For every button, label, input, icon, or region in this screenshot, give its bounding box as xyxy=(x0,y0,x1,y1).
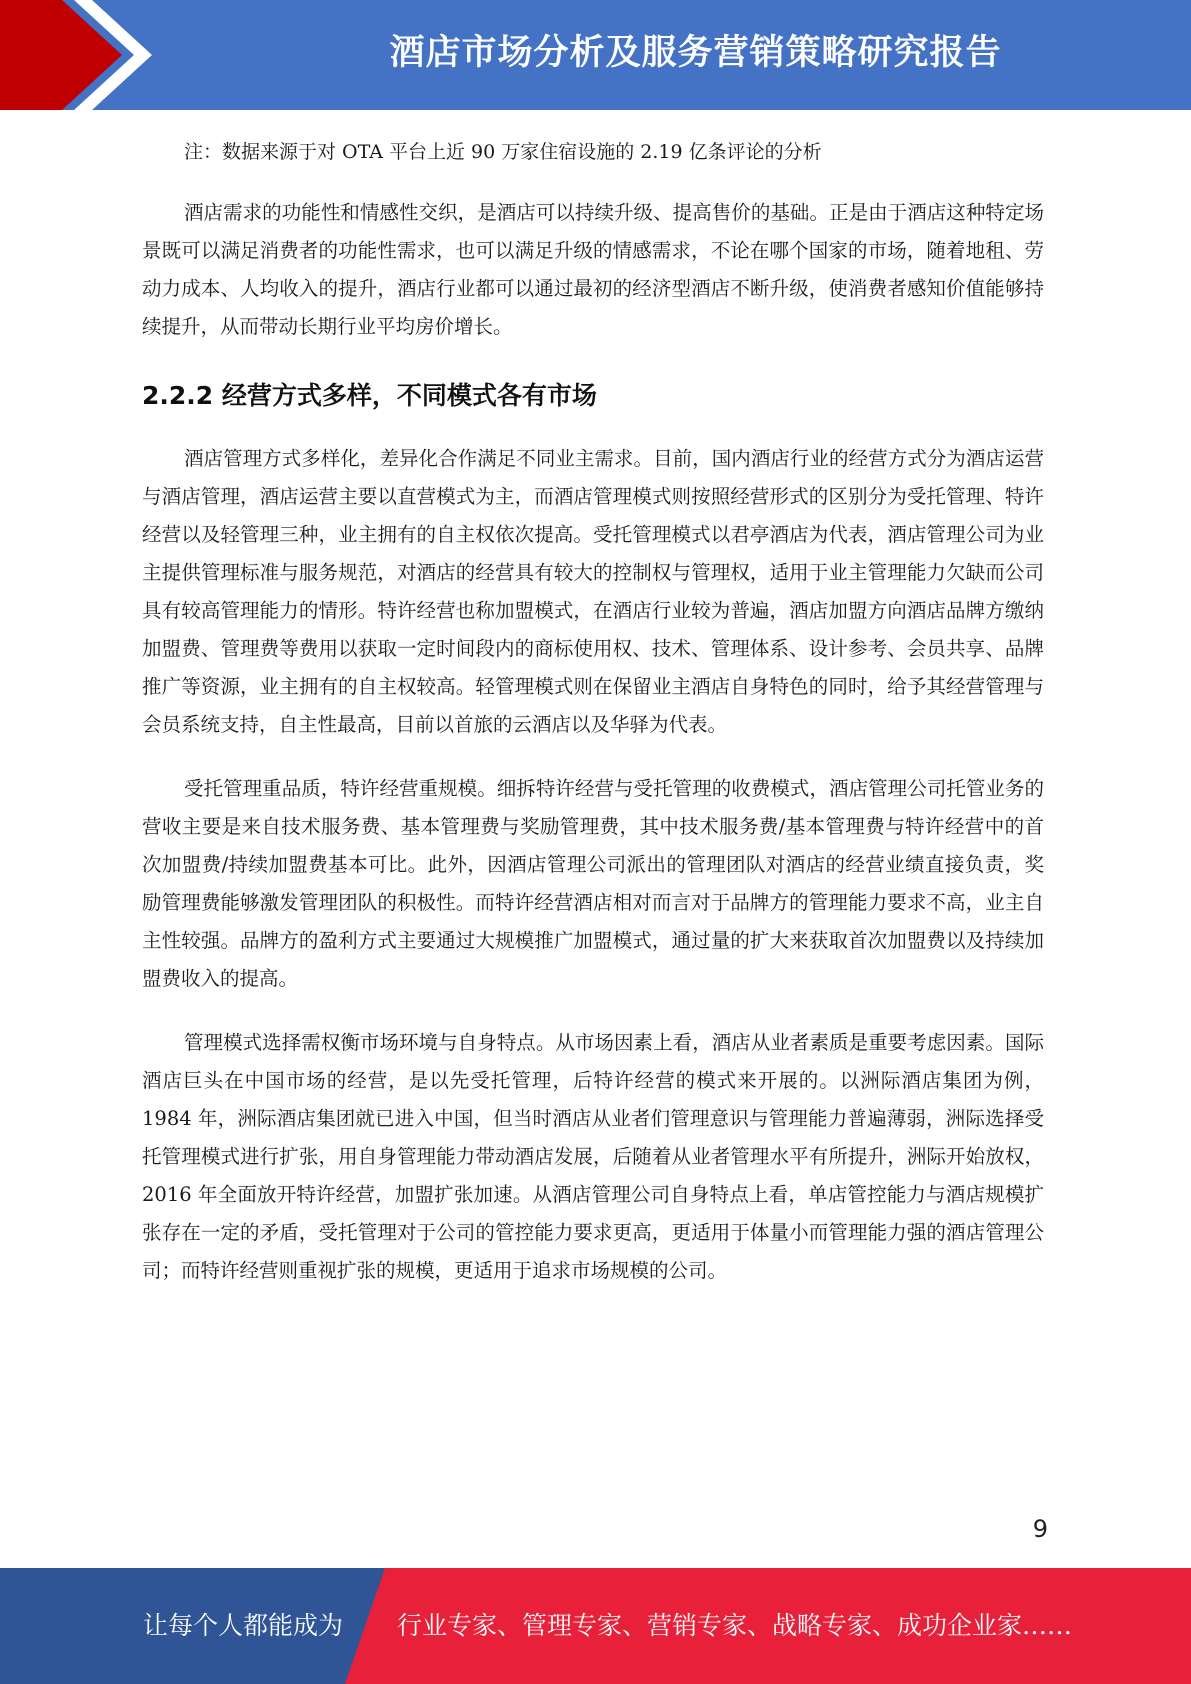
body-paragraph: 管理模式选择需权衡市场环境与自身特点。从市场因素上看，酒店从业者素质是重要考虑因素。国际酒店巨头在中国市场的经营，是以先受托管理，后特许经营的模式来开展的。以洲际酒店集团为例，1984 年，洲际酒店集团就已进入中国，但当时酒店从业者们管理意识与管理能力普遍薄弱，洲际选择受托管理模式进行扩张，用自身管理能力带动酒店发展，后随着从业者管理水平有所提升，洲际开始放权，2016 年全面放开特许经营，加盟扩张加速。从酒店管理公司自身特点上看，单店管控能力与酒店规模扩张存在一定的矛盾，受托管理对于公司的管控能力要求更高，更适用于体量小而管理能力强的酒店管理公司；而特许经营则重视扩张的规模，更适用于追求市场规模的公司。 xyxy=(142,1031,1044,1282)
intro-paragraph: 酒店需求的功能性和情感性交织，是酒店可以持续升级、提高售价的基础。正是由于酒店这种特定场景既可以满足消费者的功能性需求，也可以满足升级的情感需求，不论在哪个国家的市场，随着地租、劳动力成本、人均收入的提升，酒店行业都可以通过最初的经济型酒店不断升级，使消费者感知价值能够持续提升，从而带动长期行业平均房价增长。 xyxy=(142,201,1044,338)
page-header xyxy=(0,0,1191,110)
footer-slogan-left: 让每个人都能成为 xyxy=(143,1611,344,1640)
page-content xyxy=(142,130,1044,1290)
footer-slogan-right: 行业专家、管理专家、营销专家、战略专家、成功企业家…… xyxy=(397,1611,1073,1640)
header-arrow-decoration xyxy=(0,0,160,110)
section-heading: 2.2.2 经营方式多样，不同模式各有市场 xyxy=(142,381,597,410)
page-footer xyxy=(0,1568,1191,1684)
body-paragraph: 受托管理重品质，特许经营重规模。细拆特许经营与受托管理的收费模式，酒店管理公司托管业务的营收主要是来自技术服务费、基本管理费与奖励管理费，其中技术服务费/基本管理费与特许经营中的首次加盟费/持续加盟费基本可比。此外，因酒店管理公司派出的管理团队对酒店的经营业绩直接负责，奖励管理费能够激发管理团队的积极性。而特许经营酒店相对而言对于品牌方的管理能力要求不高，业主自主性较强。品牌方的盈利方式主要通过大规模推广加盟模式，通过量的扩大来获取首次加盟费以及持续加盟费收入的提高。 xyxy=(142,777,1044,990)
body-paragraph: 酒店管理方式多样化，差异化合作满足不同业主需求。目前，国内酒店行业的经营方式分为酒店运营与酒店管理，酒店运营主要以直营模式为主，而酒店管理模式则按照经营形式的区别分为受托管理、特许经营以及轻管理三种，业主拥有的自主权依次提高。受托管理模式以君亭酒店为代表，酒店管理公司为业主提供管理标准与服务规范，对酒店的经营具有较大的控制权与管理权，适用于业主管理能力欠缺而公司具有较高管理能力的情形。特许经营也称加盟模式，在酒店行业较为普遍，酒店加盟方向酒店品牌方缴纳加盟费、管理费等费用以获取一定时间段内的商标使用权、技术、管理体系、设计参考、会员共享、品牌推广等资源，业主拥有的自主权较高。轻管理模式则在保留业主酒店自身特色的同时，给予其经营管理与会员系统支持，自主性最高，目前以首旅的云酒店以及华驿为代表。 xyxy=(142,447,1044,736)
page-number: 9 xyxy=(1032,1515,1048,1543)
data-source-note: 注：数据来源于对 OTA 平台上近 90 万家住宿设施的 2.19 亿条评论的分析 xyxy=(184,141,822,163)
report-title: 酒店市场分析及服务营销策略研究报告 xyxy=(389,33,1002,73)
